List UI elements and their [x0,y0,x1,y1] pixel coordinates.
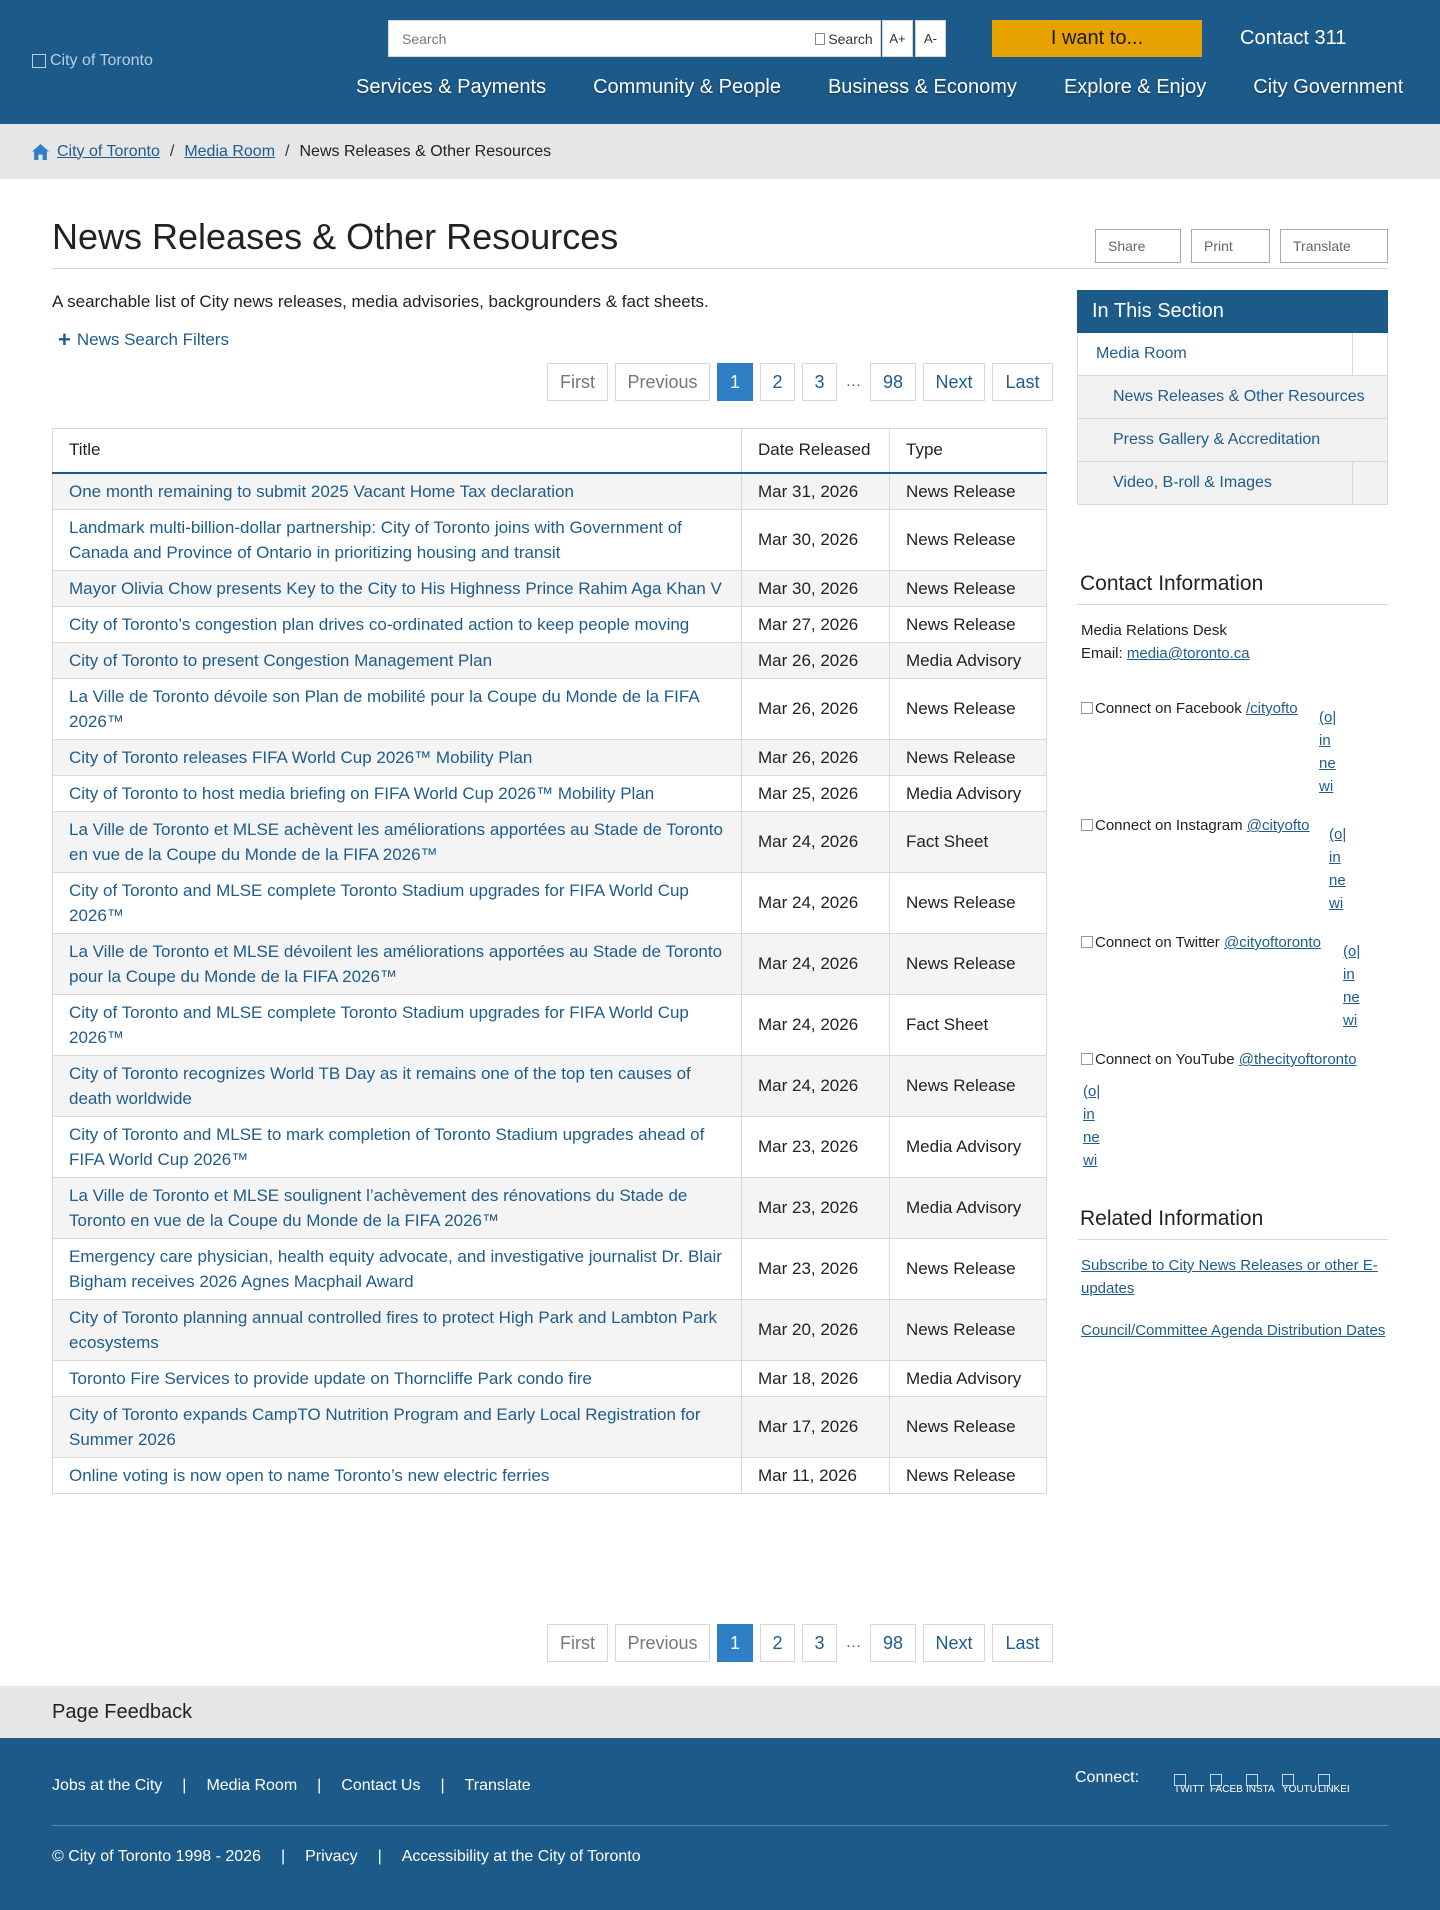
opens-in-new-window-icon[interactable]: ne [1343,989,1360,1006]
pager-page-98[interactable]: 98 [870,1624,916,1662]
news-title-link[interactable]: City of Toronto and MLSE complete Toronto Stadium upgrades for FIFA World Cup 2026™ [69,1002,689,1047]
logo-alt-text: City of Toronto [50,52,153,69]
title-cell [53,1457,742,1493]
pager-last[interactable]: Last [992,363,1053,401]
contact-heading: Contact Information [1077,572,1388,605]
pager-page-3[interactable]: 3 [802,363,837,401]
opens-in-new-window-icon[interactable]: ne [1319,755,1336,772]
type-cell: Fact Sheet [890,811,1047,872]
title-cell [53,1238,742,1299]
table-row [53,811,1047,872]
title-cell [53,1299,742,1360]
opens-in-new-window-icon[interactable]: wi [1083,1152,1098,1169]
table-row [53,933,1047,994]
news-title-link[interactable]: City of Toronto and MLSE to mark completion of Toronto Stadium upgrades ahead of FIFA World Cup 2026™ [69,1124,705,1169]
news-title-link[interactable]: City of Toronto planning annual controlled fires to protect High Park and Lambton Park ecosystems [69,1307,717,1352]
nav-city-government[interactable]: City Government [1253,76,1404,98]
section-nav-label[interactable]: Media Room [1096,345,1187,362]
type-cell: Media Advisory [890,775,1047,811]
table-row [53,872,1047,933]
table-row [53,509,1047,570]
pager-page-1[interactable]: 1 [717,363,753,401]
title-cell [53,994,742,1055]
footer-link-translate[interactable]: Translate [464,1777,531,1794]
pager-first[interactable]: First [547,363,608,401]
type-cell: News Release [890,678,1047,739]
table-row [53,606,1047,642]
contact-information [1077,572,1388,1168]
date-cell: Mar 26, 2026 [742,739,890,775]
title-cell [53,642,742,678]
linkedin-icon[interactable]: LINKEI [1318,1774,1345,1795]
news-title-link[interactable]: Landmark multi-billion-dollar partnership: City of Toronto joins with Government of Canada and Province of Ontario in prioritizing housing and transit [69,517,682,562]
city-logo[interactable] [32,52,153,70]
table-row [53,570,1047,606]
pager-last[interactable]: Last [992,1624,1053,1662]
intro-text: A searchable list of City news releases, media advisories, backgrounders & fact sheets. [52,292,709,311]
nav-explore-enjoy[interactable]: Explore & Enjoy [1063,76,1207,98]
date-cell: Mar 24, 2026 [742,994,890,1055]
site-footer [0,1738,1440,1910]
search-button-label: Search [828,30,873,47]
social-alt-text: Connect on Facebook [1095,700,1242,717]
title-cell [53,678,742,739]
date-cell: Mar 20, 2026 [742,1299,890,1360]
date-cell: Mar 24, 2026 [742,872,890,933]
i-want-to-button[interactable]: I want to... [992,20,1202,57]
pager-next[interactable]: Next [923,363,985,401]
nav-business-economy[interactable]: Business & Economy [827,76,1017,98]
table-row [53,678,1047,739]
related-link-subscribe[interactable]: Subscribe to City News Releases or other E-updates [1081,1257,1378,1297]
opens-in-new-window-icon[interactable]: (o| [1329,826,1347,843]
font-increase-button[interactable]: A+ [882,20,913,57]
date-cell: Mar 11, 2026 [742,1457,890,1493]
title-cell [53,1177,742,1238]
table-row [53,1457,1047,1493]
table-row [53,1360,1047,1396]
social-connect-row [1077,1051,1388,1168]
date-cell: Mar 24, 2026 [742,933,890,994]
news-title-link[interactable]: La Ville de Toronto dévoile son Plan de mobilité pour la Coupe du Monde de la FIFA 2026™ [69,686,699,731]
section-nav-item-video-broll[interactable] [1078,461,1387,504]
type-cell: News Release [890,739,1047,775]
footer-separator: | [377,1848,382,1865]
title-cell [53,1116,742,1177]
news-title-link[interactable]: City of Toronto expands CampTO Nutrition Program and Early Local Registration for Summer 2026 [69,1404,701,1449]
breadcrumb-city-of-toronto[interactable]: City of Toronto [57,142,160,160]
pager-previous[interactable]: Previous [615,363,710,401]
footer-link-media-room[interactable]: Media Room [206,1777,298,1794]
section-nav-label[interactable]: Press Gallery & Accreditation [1113,431,1321,448]
type-cell: Media Advisory [890,1177,1047,1238]
footer-link-accessibility[interactable]: Accessibility at the City of Toronto [401,1848,641,1865]
news-title-link[interactable]: Mayor Olivia Chow presents Key to the City to His Highness Prince Rahim Aga Khan V [69,578,722,598]
opens-in-new-window-icon[interactable]: wi [1329,895,1344,912]
type-cell: Fact Sheet [890,994,1047,1055]
table-row [53,1116,1047,1177]
table-row [53,642,1047,678]
type-cell: News Release [890,1299,1047,1360]
social-handle-link[interactable]: @thecityoftoronto [1238,1051,1357,1068]
date-cell: Mar 26, 2026 [742,642,890,678]
table-row [53,1055,1047,1116]
title-cell [53,739,742,775]
nav-services-payments[interactable]: Services & Payments [356,76,547,98]
news-title-link[interactable]: Emergency care physician, health equity advocate, and investigative journalist Dr. Blair Bigham receives 2026 Agnes Macphail Award [69,1246,722,1291]
date-cell: Mar 23, 2026 [742,1116,890,1177]
type-cell: News Release [890,1396,1047,1457]
opens-in-new-window-icon[interactable]: (o| [1343,943,1361,960]
section-nav [1077,333,1388,505]
section-nav-item-press-gallery[interactable] [1078,418,1387,461]
column-header-title[interactable]: Title [53,429,742,473]
breadcrumb [0,124,1440,179]
breadcrumb-separator: / [169,142,175,160]
news-title-link[interactable]: La Ville de Toronto et MLSE soulignent l’achèvement des rénovations du Stade de Toronto en vue de la Coupe du Monde de la FIFA 2026™ [69,1185,688,1230]
page-feedback[interactable]: Page Feedback [0,1686,1440,1738]
related-link-agenda-dates[interactable]: Council/Committee Agenda Distribution Dates [1081,1322,1386,1339]
news-title-link[interactable]: One month remaining to submit 2025 Vacant Home Tax declaration [69,481,574,501]
opens-in-new-window-icon[interactable]: ne [1329,872,1346,889]
in-this-section-heading: In This Section [1077,290,1388,333]
news-search-filters-toggle[interactable] [58,329,229,351]
pager-page-2[interactable]: 2 [760,363,795,401]
font-decrease-button[interactable]: A- [915,20,946,57]
footer-separator: | [182,1777,187,1794]
footer-link-contact-us[interactable]: Contact Us [341,1777,421,1794]
date-cell: Mar 17, 2026 [742,1396,890,1457]
opens-in-new-window-icon[interactable]: in [1343,966,1355,983]
news-title-link[interactable]: Toronto Fire Services to provide update on Thorncliffe Park condo fire [69,1368,592,1388]
type-cell: Media Advisory [890,1360,1047,1396]
share-button[interactable]: Share [1095,229,1181,263]
news-title-link[interactable]: La Ville de Toronto et MLSE achèvent les améliorations apportées au Stade de Toronto en vue de la Coupe du Monde de la FIFA 2026™ [69,819,723,864]
media-relations-desk [1077,619,1388,665]
type-cell: News Release [890,1055,1047,1116]
related-heading: Related Information [1077,1207,1388,1240]
related-information [1077,1207,1388,1361]
type-cell: News Release [890,1457,1047,1493]
social-handle-link[interactable]: @cityofto [1246,817,1310,834]
date-cell: Mar 23, 2026 [742,1238,890,1299]
title-cell [53,933,742,994]
footer-divider [52,1825,1388,1826]
date-cell: Mar 31, 2026 [742,473,890,510]
news-title-link[interactable]: Online voting is now open to name Toronto’s new electric ferries [69,1465,550,1485]
date-cell: Mar 18, 2026 [742,1360,890,1396]
home-icon[interactable] [32,144,49,160]
date-cell: Mar 30, 2026 [742,570,890,606]
table-row [53,775,1047,811]
breadcrumb-media-room[interactable]: Media Room [184,142,276,160]
search-bar [388,20,881,57]
search-icon [815,33,825,45]
news-title-link[interactable]: City of Toronto releases FIFA World Cup 2026™ Mobility Plan [69,747,533,767]
column-header-date[interactable]: Date Released [742,429,890,473]
social-icon [1081,936,1093,948]
footer-separator: | [317,1777,322,1794]
title-cell [53,606,742,642]
breadcrumb-current: News Releases & Other Resources [299,142,552,160]
date-cell: Mar 30, 2026 [742,509,890,570]
social-icon [1081,819,1093,831]
opens-in-new-window-icon[interactable]: in [1083,1106,1095,1123]
column-header-type[interactable]: Type [890,429,1047,473]
table-row [53,1238,1047,1299]
social-connect-row [1077,934,1388,1051]
opens-in-new-window-icon[interactable]: wi [1343,1012,1358,1029]
table-row [53,1299,1047,1360]
footer-bottom [52,1848,641,1866]
type-cell: News Release [890,872,1047,933]
title-cell [53,509,742,570]
section-nav-item-media-room[interactable] [1078,333,1387,375]
news-title-link[interactable]: City of Toronto and MLSE complete Toronto Stadium upgrades for FIFA World Cup 2026™ [69,880,689,925]
type-cell: News Release [890,473,1047,510]
page-title: News Releases & Other Resources [52,216,619,257]
type-cell: News Release [890,1238,1047,1299]
title-cell [53,872,742,933]
social-alt-text: Connect on Twitter [1095,934,1220,951]
table-header-row [53,429,1047,473]
type-cell: Media Advisory [890,1116,1047,1177]
pager-next[interactable]: Next [923,1624,985,1662]
footer-links [52,1777,531,1795]
date-cell: Mar 23, 2026 [742,1177,890,1238]
pagination-bottom [547,1624,1053,1662]
type-cell: News Release [890,570,1047,606]
table-row [53,739,1047,775]
contact-311-link[interactable]: Contact 311 [1240,27,1347,49]
pager-page-3[interactable]: 3 [802,1624,837,1662]
social-icon [1081,1053,1093,1065]
footer-separator: | [280,1848,286,1865]
site-header [0,0,1440,124]
section-nav-label[interactable]: News Releases & Other Resources [1113,388,1365,405]
news-title-link[interactable]: City of Toronto’s congestion plan drives co-ordinated action to keep people moving [69,614,690,634]
pager-ellipsis: … [845,373,862,390]
date-cell: Mar 25, 2026 [742,775,890,811]
news-title-link[interactable]: La Ville de Toronto et MLSE dévoilent les améliorations apportées au Stade de Toronto pour la Coupe du Monde de la FIFA 2026™ [69,941,723,986]
opens-in-new-window-icon[interactable]: in [1329,849,1341,866]
expand-toggle[interactable] [1352,333,1387,375]
copyright: © City of Toronto 1998 - 2026 [52,1848,261,1865]
connect-label: Connect: [1075,1769,1140,1786]
type-cell: News Release [890,509,1047,570]
news-title-link[interactable]: City of Toronto to present Congestion Management Plan [69,650,493,670]
social-handle-link[interactable]: /cityofto [1245,700,1298,717]
twitter-icon[interactable]: TWITT [1174,1774,1201,1795]
social-icon [1081,702,1093,714]
facebook-icon[interactable]: FACEB [1210,1774,1237,1795]
date-cell: Mar 24, 2026 [742,1055,890,1116]
date-cell: Mar 26, 2026 [742,678,890,739]
pager-page-98[interactable]: 98 [870,363,916,401]
date-cell: Mar 24, 2026 [742,811,890,872]
opens-in-new-window-icon[interactable]: (o| [1319,709,1337,726]
title-divider [52,268,1388,269]
breadcrumb-separator: / [285,142,290,160]
opens-in-new-window-icon[interactable]: ne [1083,1129,1100,1146]
title-cell [53,811,742,872]
section-nav-item-news-releases[interactable] [1078,375,1387,418]
type-cell: News Release [890,606,1047,642]
section-nav-label[interactable]: Video, B-roll & Images [1113,474,1272,491]
pager-ellipsis: … [845,1634,862,1651]
type-cell: Media Advisory [890,642,1047,678]
plus-icon: + [58,327,71,352]
main-nav [356,76,1403,99]
table-row [53,994,1047,1055]
footer-link-jobs[interactable]: Jobs at the City [52,1777,163,1794]
instagram-icon[interactable]: INSTA [1246,1774,1273,1795]
table-row [53,1177,1047,1238]
footer-link-privacy[interactable]: Privacy [305,1848,358,1865]
social-alt-text: Connect on YouTube [1095,1051,1235,1068]
email-link[interactable]: media@toronto.ca [1126,645,1250,662]
social-handle-link[interactable]: @cityoftoronto [1223,934,1321,951]
youtube-icon[interactable]: YOUTU [1282,1774,1309,1795]
email-label: Email: [1081,645,1123,662]
table-row [53,473,1047,510]
expand-toggle[interactable] [1352,462,1387,504]
pagination-top [547,363,1053,401]
type-cell: News Release [890,933,1047,994]
footer-separator: | [440,1777,445,1794]
pager-page-1[interactable]: 1 [717,1624,753,1662]
nav-community-people[interactable]: Community & People [593,76,781,98]
date-cell: Mar 27, 2026 [742,606,890,642]
search-button[interactable] [808,21,880,56]
print-button[interactable]: Print [1191,229,1270,263]
broken-image-icon [32,54,46,68]
title-cell [53,775,742,811]
social-connect-row [1077,700,1388,817]
filters-label: News Search Filters [76,330,229,349]
pager-first[interactable]: First [547,1624,608,1662]
title-cell [53,1360,742,1396]
social-connect-row [1077,817,1388,934]
sidebar-in-this-section [1077,290,1388,505]
table-row [53,1396,1047,1457]
pager-page-2[interactable]: 2 [760,1624,795,1662]
title-cell [53,1396,742,1457]
search-input[interactable] [389,21,808,56]
news-table [52,428,1047,1494]
desk-name: Media Relations Desk [1081,622,1227,639]
social-alt-text: Connect on Instagram [1095,817,1243,834]
pager-previous[interactable]: Previous [615,1624,710,1662]
opens-in-new-window-icon[interactable]: wi [1319,778,1334,795]
footer-social-icons [1174,1774,1350,1795]
opens-in-new-window-icon[interactable]: (o| [1083,1083,1101,1100]
title-cell [53,473,742,510]
translate-button[interactable]: Translate [1280,229,1388,263]
title-cell [53,570,742,606]
opens-in-new-window-icon[interactable]: in [1319,732,1331,749]
news-title-link[interactable]: City of Toronto recognizes World TB Day as it remains one of the top ten causes of death worldwide [69,1063,691,1108]
news-title-link[interactable]: City of Toronto to host media briefing on FIFA World Cup 2026™ Mobility Plan [69,783,655,803]
title-cell [53,1055,742,1116]
